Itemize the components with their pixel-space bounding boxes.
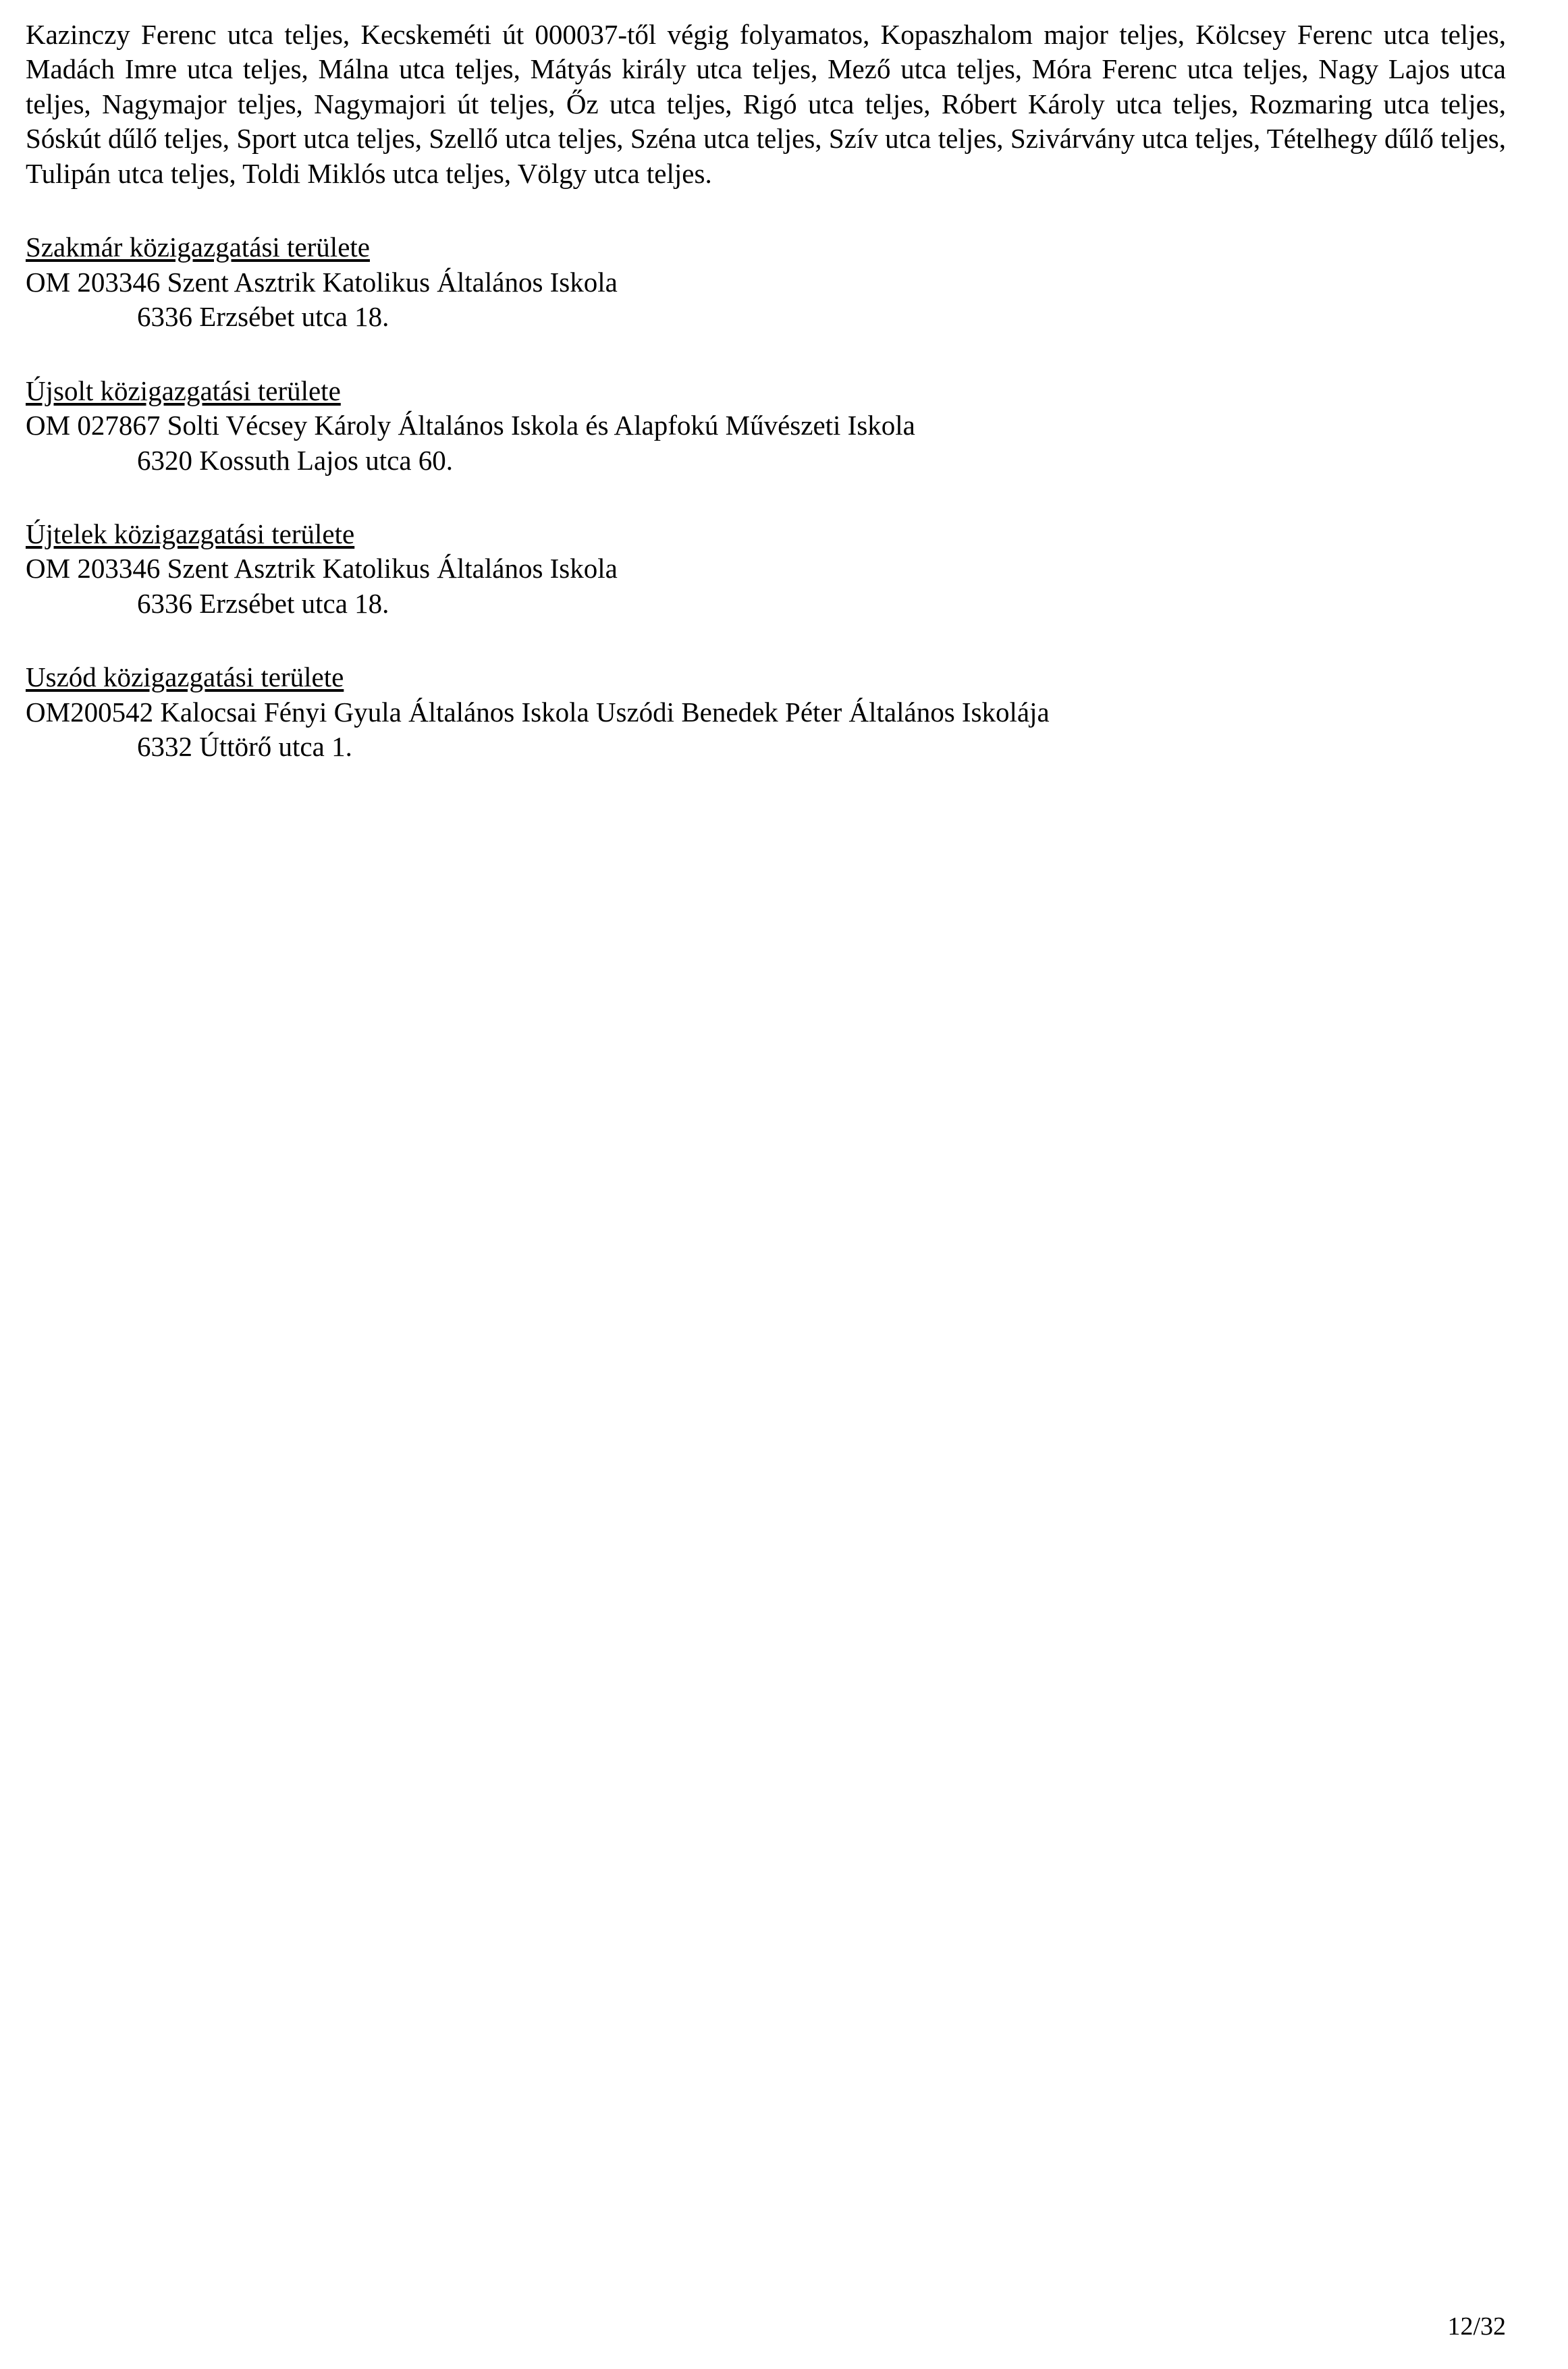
school-address: 6336 Erzsébet utca 18. [137, 587, 389, 619]
school-address: 6320 Kossuth Lajos utca 60. [137, 444, 454, 476]
section-heading: Újtelek közigazgatási területe [26, 518, 355, 549]
section-heading: Uszód közigazgatási területe [26, 661, 344, 693]
school-name: OM 203346 Szent Asztrik Katolikus Általános Iskola [26, 266, 618, 298]
district-section-uszod [26, 660, 1506, 764]
district-section-ujtelek [26, 517, 1506, 621]
school-address: 6332 Úttörő utca 1. [137, 731, 352, 763]
district-section-ujsolt [26, 374, 1506, 478]
section-heading: Szakmár közigazgatási területe [26, 232, 370, 263]
section-heading: Újsolt közigazgatási területe [26, 375, 341, 406]
school-name: OM200542 Kalocsai Fényi Gyula Általános Iskola Uszódi Benedek Péter Általános Iskolája [26, 696, 1050, 728]
district-section-szakmar [26, 230, 1506, 334]
page-number: 12/32 [1447, 2312, 1506, 2341]
school-address: 6336 Erzsébet utca 18. [137, 301, 389, 333]
school-name: OM 027867 Solti Vécsey Károly Általános Iskola és Alapfokú Művészeti Iskola [26, 410, 915, 441]
school-name: OM 203346 Szent Asztrik Katolikus Általános Iskola [26, 553, 618, 584]
street-list-paragraph: Kazinczy Ferenc utca teljes, Kecskeméti út 000037-től végig folyamatos, Kopaszhalom major teljes, Kölcsey Ferenc utca teljes, Madách Imre utca teljes, Málna utca teljes, Mátyás király utca teljes, Mező utca teljes, Móra Ferenc utca teljes, Nagy Lajos utca teljes, Nagymajor teljes, Nagymajori út teljes, Őz utca teljes, Rigó utca teljes, Róbert Károly utca teljes, Rozmaring utca teljes, Sóskút dűlő teljes, Sport utca teljes, Szellő utca teljes, Széna utca teljes, Szív utca teljes, Szivárvány utca teljes, Tételhegy dűlő teljes, Tulipán utca teljes, Toldi Miklós utca teljes, Völgy utca teljes. [26, 19, 1506, 189]
